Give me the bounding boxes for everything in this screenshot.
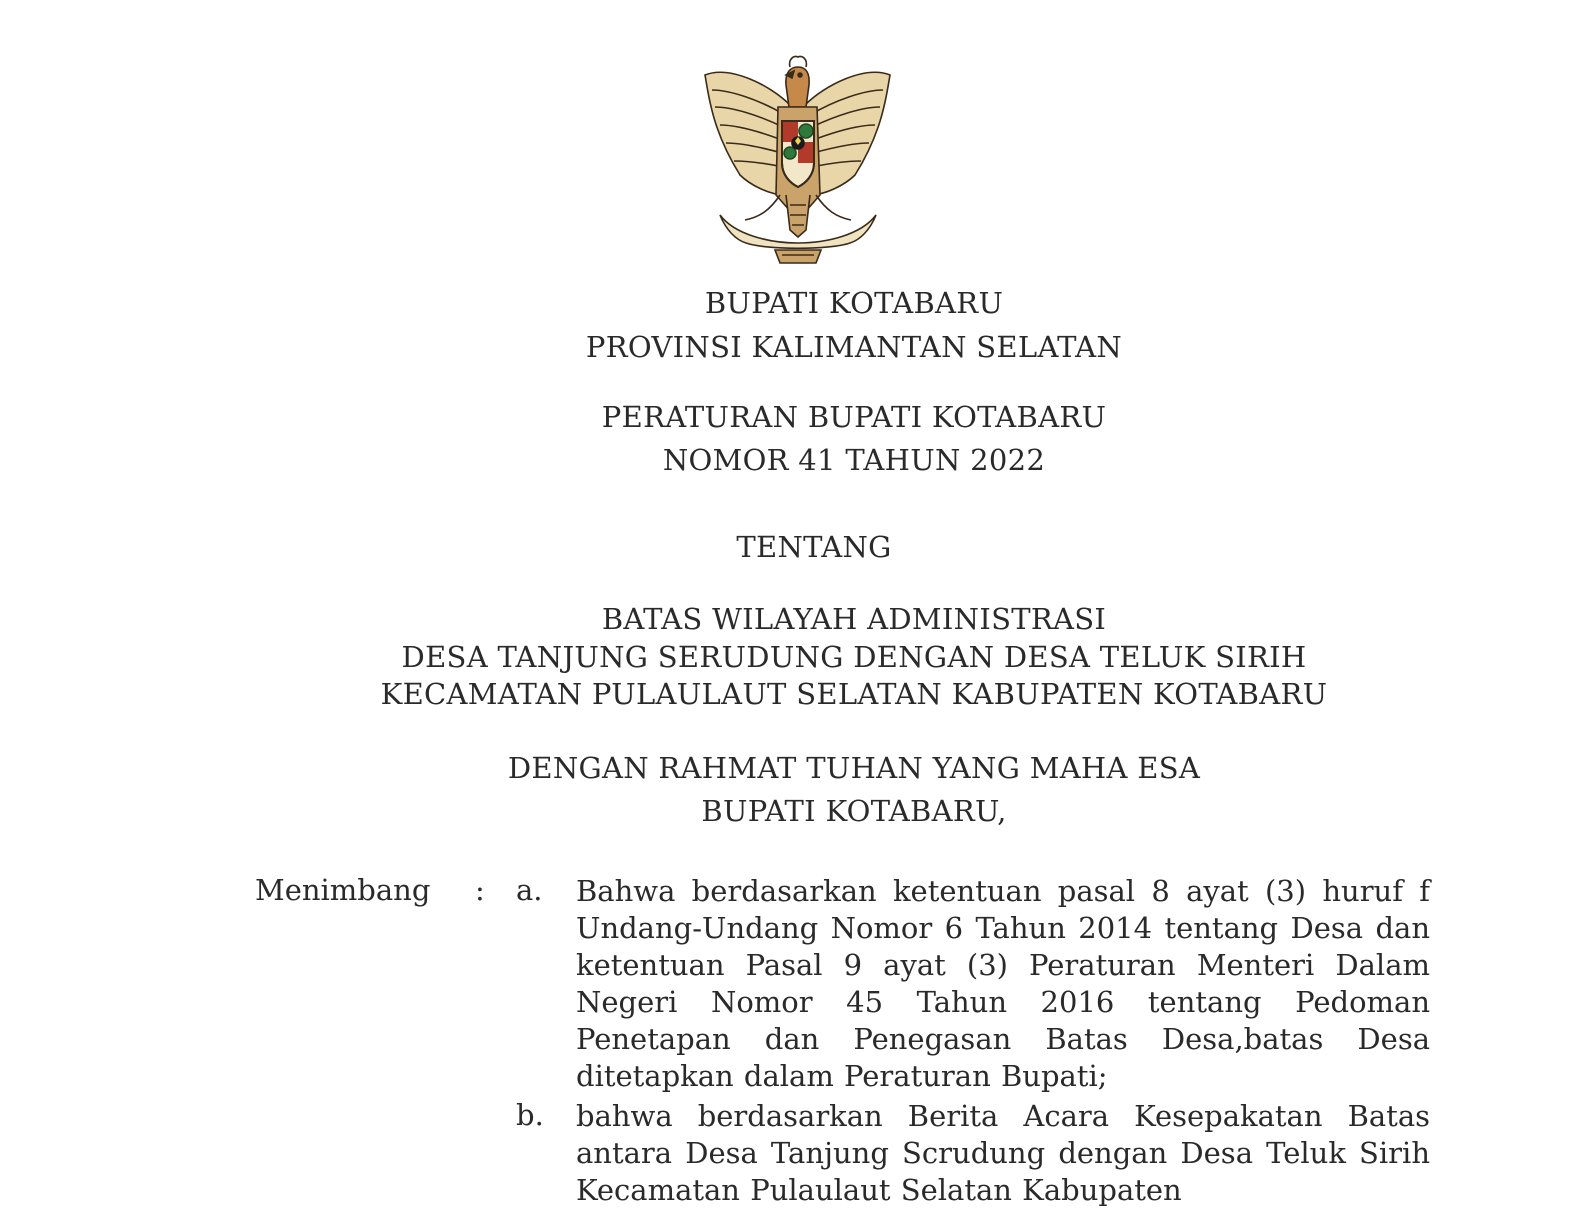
consideration-letter-a: a.: [516, 873, 543, 907]
subject-line-2: DESA TANJUNG SERUDUNG DENGAN DESA TELUK SIRIH: [401, 640, 1307, 674]
province-name: PROVINSI KALIMANTAN SELATAN: [585, 330, 1123, 364]
about-label: TENTANG: [736, 530, 892, 564]
subject-line-3: KECAMATAN PULAULAUT SELATAN KABUPATEN KOTABARU: [380, 677, 1328, 711]
regulation-title: PERATURAN BUPATI KOTABARU: [601, 400, 1107, 434]
regulation-number: NOMOR 41 TAHUN 2022: [662, 443, 1046, 477]
consideration-text-b: bahwa berdasarkan Berita Acara Kesepakatan Batas antara Desa Tanjung Scrudung dengan Desa Teluk Sirih Kecamatan Pulaulaut Selatan Kabupaten: [576, 1099, 1430, 1207]
garuda-emblem-icon: [690, 45, 905, 267]
considerations-separator: :: [475, 873, 485, 907]
preamble-line-1: DENGAN RAHMAT TUHAN YANG MAHA ESA: [507, 751, 1201, 785]
considerations-label: Menimbang: [255, 873, 431, 907]
authority-name: BUPATI KOTABARU: [704, 286, 1004, 320]
consideration-letter-b: b.: [516, 1098, 544, 1132]
preamble-line-2: BUPATI KOTABARU,: [701, 794, 1007, 828]
subject-line-1: BATAS WILAYAH ADMINISTRASI: [601, 602, 1107, 636]
consideration-text-a: Bahwa berdasarkan ketentuan pasal 8 ayat (3) huruf f Undang-Undang Nomor 6 Tahun 2014 tentang Desa dan ketentuan Pasal 9 ayat (3) Peraturan Menteri Dalam Negeri Nomor 45 Tahun 2016 tentang Pedoman Penetapan dan Penegasan Batas Desa,batas Desa ditetapkan dalam Peraturan Bupati;: [576, 874, 1430, 1093]
